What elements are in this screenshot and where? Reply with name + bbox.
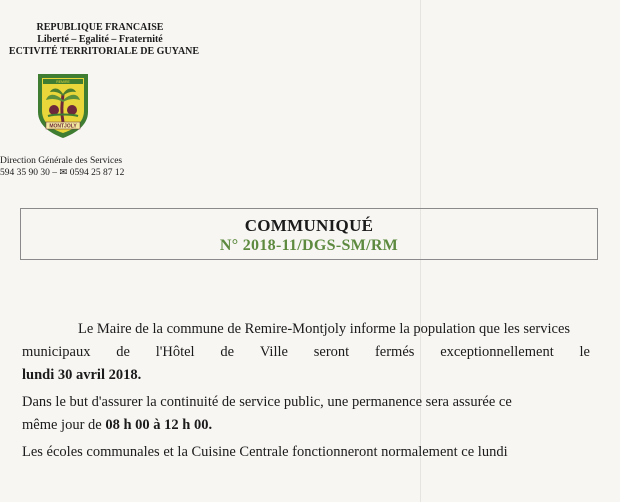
direction-name: Direction Générale des Services xyxy=(0,156,123,166)
paragraph-1 xyxy=(22,318,590,387)
p2-line-1: Dans le but d'assurer la continuité de service public, une permanence sera assurée ce xyxy=(22,394,512,410)
word: seront xyxy=(313,344,350,360)
p1-line-1: Le Maire de la commune de Remire-Montjoly informe la population que les services xyxy=(78,321,571,337)
word: de xyxy=(116,344,130,360)
paragraph-2 xyxy=(22,391,590,437)
word: Ville xyxy=(259,344,288,360)
communique-number: N° 2018-11/DGS-SM/RM xyxy=(219,237,399,254)
crest-label: MONTJOLY xyxy=(49,123,77,130)
communique-body xyxy=(22,318,590,468)
p1-line-2 xyxy=(22,341,590,364)
header-motto: Liberté – Egalité – Fraternité xyxy=(37,34,163,45)
word: l'Hôtel xyxy=(155,344,195,360)
header-republic: REPUBLIQUE FRANCAISE xyxy=(36,22,164,33)
word: exceptionnellement xyxy=(440,344,554,360)
paragraph-3 xyxy=(22,441,590,464)
communique-title: COMMUNIQUÉ xyxy=(244,216,374,235)
word: municipaux xyxy=(22,344,91,360)
word: de xyxy=(220,344,235,360)
word: le xyxy=(579,344,590,360)
closure-date: lundi 30 avril 2018. xyxy=(22,367,142,383)
header-collectivity: ECTIVITÉ TERRITORIALE DE GUYANE xyxy=(8,46,200,57)
p2-line-2 xyxy=(22,414,590,437)
p3-line-1: Les écoles communales et la Cuisine Centrale fonctionneront normalement ce lundi xyxy=(22,444,508,460)
p1-line-3 xyxy=(22,364,590,387)
communique-title-box xyxy=(20,208,598,260)
crest-top-label: REMIRE xyxy=(56,80,70,84)
direction-block xyxy=(0,155,124,179)
letterhead xyxy=(0,22,200,58)
permanence-hours: 08 h 00 à 12 h 00. xyxy=(105,417,213,433)
word: fermés xyxy=(374,344,415,360)
p2-prefix: même jour de xyxy=(22,417,106,433)
direction-phone: 594 35 90 30 – ✉ 0594 25 87 12 xyxy=(0,168,125,178)
remire-montjoly-crest-icon xyxy=(34,70,92,140)
